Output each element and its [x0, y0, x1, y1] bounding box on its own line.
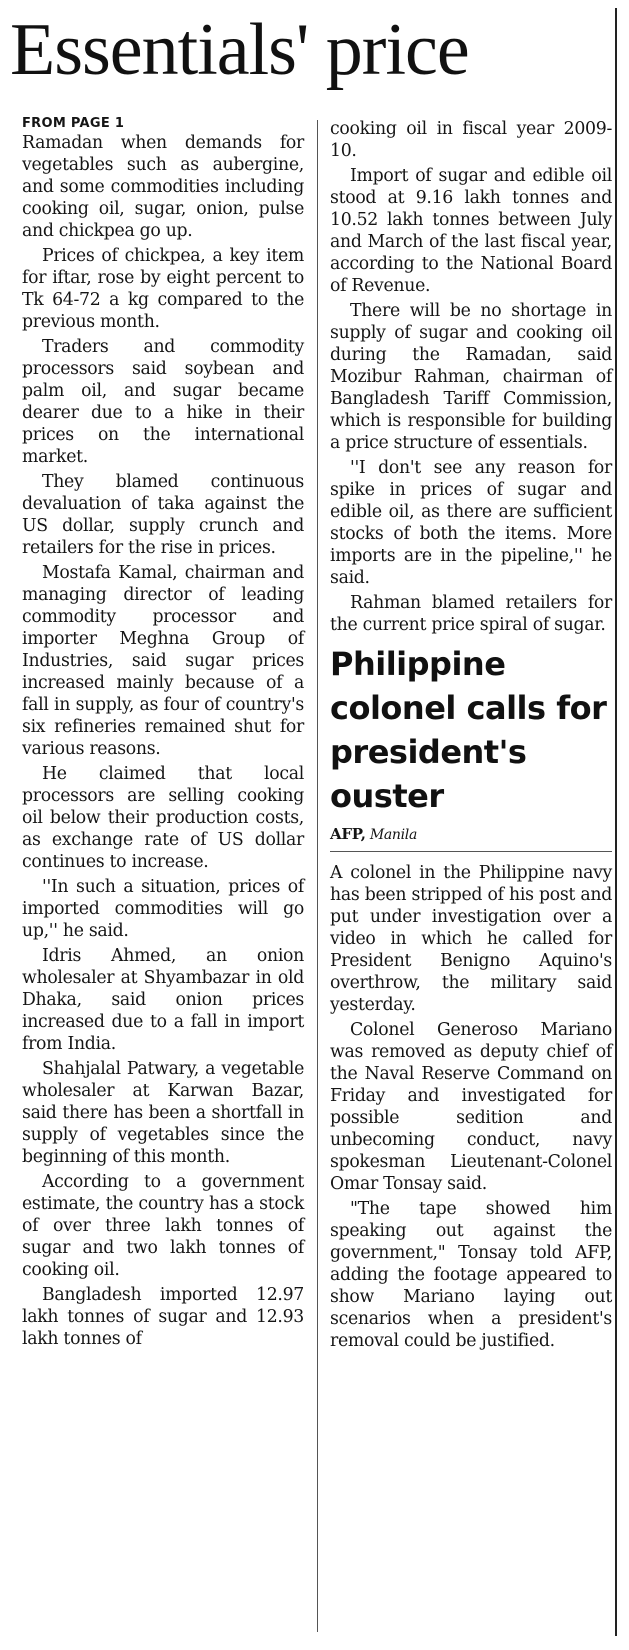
column-left [22, 118, 304, 1353]
byline-place: Manila [369, 827, 418, 843]
page-headline: Essentials' price [10, 9, 469, 91]
article-paragraph: "The tape showed him speaking out against the government," Tonsay told AFP, adding the footage appeared to show Mariano laying out scenarios when a president's removal could be justified. [330, 1199, 612, 1351]
article-paragraph: ''In such a situation, prices of imported commodities will go up,'' he said. [22, 877, 304, 941]
article-paragraph: cooking oil in fiscal year 2009-10. [330, 119, 612, 161]
kicker: FROM PAGE 1 [22, 116, 125, 131]
byline-agency: AFP, [330, 825, 366, 843]
article-paragraph: Prices of chickpea, a key item for iftar, rose by eight percent to Tk 64-72 a kg compared to the previous month. [22, 246, 304, 332]
article-paragraph: Shahjalal Patwary, a vegetable wholesaler at Karwan Bazar, said there has been a shortfall in supply of vegetables since the beginning of this month. [22, 1059, 304, 1167]
article-paragraph: Traders and commodity processors said soybean and palm oil, and sugar became dearer due to a hike in their prices on the international market. [22, 337, 304, 467]
article-paragraph: There will be no shortage in supply of sugar and cooking oil during the Ramadan, said Mozibur Rahman, chairman of Bangladesh Tariff Commission, which is responsible for building a price structure of essentials. [330, 301, 612, 453]
article-paragraph: Mostafa Kamal, chairman and managing director of leading commodity processor and importer Meghna Group of Industries, said sugar prices increased mainly because of a fall in supply, as four of country's six refineries remained shut for various reasons. [22, 563, 304, 759]
article-paragraph: Idris Ahmed, an onion wholesaler at Shyambazar in old Dhaka, said onion prices increased due to a fall in import from India. [22, 946, 304, 1054]
article-paragraph: He claimed that local processors are selling cooking oil below their production costs, as exchange rate of US dollar continues to increase. [22, 764, 304, 872]
byline [330, 824, 612, 852]
article-paragraph: Import of sugar and edible oil stood at 9.16 lakh tonnes and 10.52 lakh tonnes between July and March of the last fiscal year, according to the National Board of Revenue. [330, 166, 612, 296]
story-headline: Philippine colonel calls for president's ouster [330, 645, 607, 815]
article-paragraph: A colonel in the Philippine navy has been stripped of his post and put under investigation over a video in which he called for President Benigno Aquino's overthrow, the military said yesterday. [330, 863, 612, 1015]
article-paragraph: Rahman blamed retailers for the current price spiral of sugar. [330, 593, 612, 635]
article-paragraph: Colonel Generoso Mariano was removed as deputy chief of the Naval Reserve Command on Friday and investigated for possible sedition and unbecoming conduct, navy spokesman Lieutenant-Colonel Omar Tonsay said. [330, 1020, 612, 1194]
article-paragraph: ''I don't see any reason for spike in prices of sugar and edible oil, as there are sufficient stocks of both the items. More imports are in the pipeline,'' he said. [330, 458, 612, 588]
column-right [330, 118, 612, 1355]
article-paragraph: Bangladesh imported 12.97 lakh tonnes of sugar and 12.93 lakh tonnes of [22, 1285, 304, 1349]
article-paragraph: Ramadan when demands for vegetables such as aubergine, and some commodities including cooking oil, sugar, onion, pulse and chickpea go up. [22, 133, 304, 241]
article-paragraph: They blamed continuous devaluation of taka against the US dollar, supply crunch and retailers for the rise in prices. [22, 472, 304, 558]
column-divider [317, 120, 318, 1632]
article-paragraph: According to a government estimate, the country has a stock of over three lakh tonnes of sugar and two lakh tonnes of cooking oil. [22, 1172, 304, 1280]
